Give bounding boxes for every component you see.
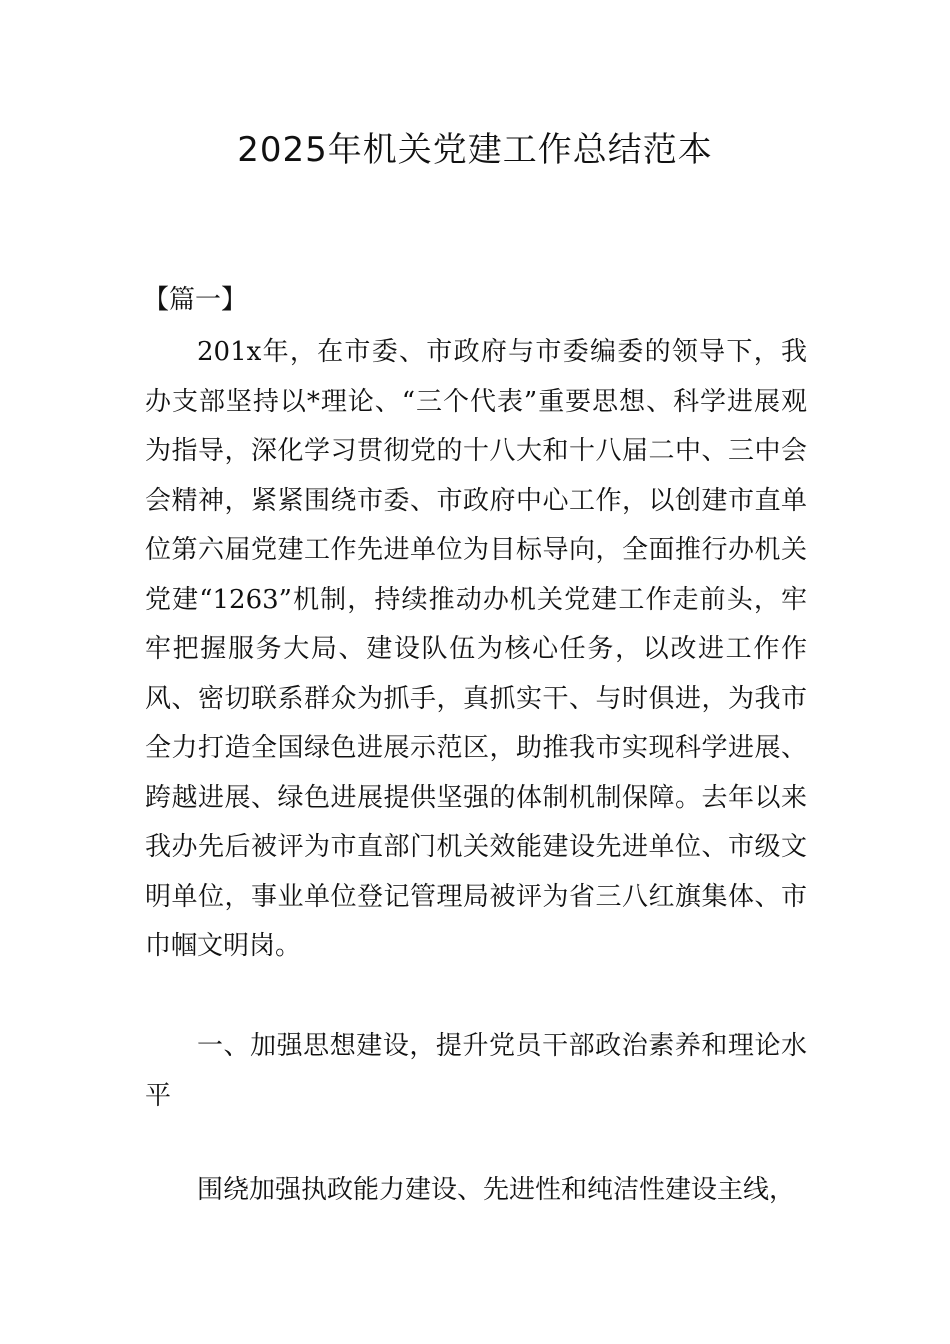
paragraph-heading-one: 一、加强思想建设，提升党员干部政治素养和理论水平 [145, 1031, 807, 1111]
paragraph-body: 围绕加强执政能力建设、先进性和纯洁性建设主线， [197, 1175, 796, 1205]
document-title: 2025年机关党建工作总结范本 [237, 130, 713, 170]
section-label: 【篇一】 [143, 285, 248, 315]
paragraph-intro: 201x年，在市委、市政府与市委编委的领导下，我办支部坚持以*理论、“三个代表”重要思想、科学进展观为指导，深化学习贯彻党的十八大和十八届二中、三中会会精神，紧紧围绕市委、市政府中心工作，以创建市直单位第六届党建工作先进单位为目标导向，全面推行办机关党建“1263”机制，持续推动办机关党建工作走前头，牢牢把握服务大局、建设队伍为核心任务，以改进工作作风、密切联系群众为抓手，真抓实干、与时俱进，为我市全力打造全国绿色进展示范区，助推我市实现科学进展、跨越进展、绿色进展提供坚强的体制机制保障。去年以来我办先后被评为市直部门机关效能建设先进单位、市级文明单位，事业单位登记管理局被评为省三八红旗集体、市巾帼文明岗。 [145, 337, 807, 961]
